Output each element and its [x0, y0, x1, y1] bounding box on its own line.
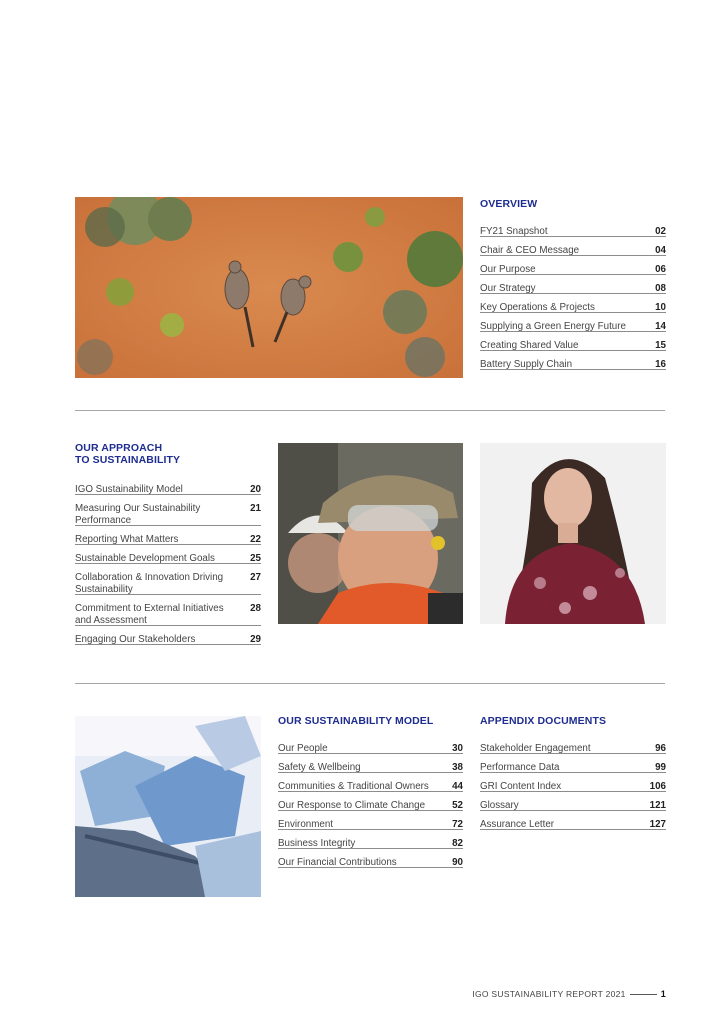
- toc-entry-title: Chair & CEO Message: [480, 245, 580, 256]
- toc-entry-title: GRI Content Index: [480, 781, 562, 792]
- appendix-heading: APPENDIX DOCUMENTS: [480, 715, 607, 727]
- page-footer: [472, 989, 666, 999]
- toc-entry[interactable]: [75, 534, 261, 545]
- toc-entry-page: 52: [452, 800, 463, 811]
- toc-entry-title: Commitment to External Initiatives and Assessment: [75, 603, 224, 626]
- toc-entry-page: 29: [250, 634, 261, 645]
- toc-entry-title: Assurance Letter: [480, 819, 555, 830]
- overview-toc: [480, 226, 666, 370]
- toc-entry[interactable]: [480, 743, 666, 754]
- model-heading: OUR SUSTAINABILITY MODEL: [278, 715, 434, 727]
- toc-entry-title: Supplying a Green Energy Future: [480, 321, 626, 332]
- appendix-toc: [480, 743, 666, 830]
- toc-entry-page: 21: [250, 503, 261, 514]
- toc-entry[interactable]: [480, 226, 666, 237]
- toc-entry-title: Safety & Wellbeing: [278, 762, 361, 773]
- toc-entry-title: Collaboration & Innovation Driving Sustainability: [75, 572, 224, 595]
- toc-entry[interactable]: [480, 340, 666, 351]
- toc-entry-title: Business Integrity: [278, 838, 356, 849]
- toc-entry-page: 96: [655, 743, 666, 754]
- approach-heading-line2: TO SUSTAINABILITY: [75, 454, 181, 466]
- toc-entry-page: 38: [452, 762, 463, 773]
- toc-entry-title: Creating Shared Value: [480, 340, 579, 351]
- toc-entry[interactable]: [480, 359, 666, 370]
- toc-entry[interactable]: [75, 603, 261, 626]
- toc-entry-page: 99: [655, 762, 666, 773]
- toc-entry[interactable]: [75, 572, 261, 595]
- toc-entry[interactable]: [278, 743, 463, 754]
- toc-entry-title: Our Purpose: [480, 264, 536, 275]
- toc-entry-page: 28: [250, 603, 261, 614]
- photo-desert-kangaroos: [75, 197, 463, 378]
- toc-entry-page: 06: [655, 264, 666, 275]
- toc-entry[interactable]: [75, 503, 261, 526]
- approach-heading-line1: OUR APPROACH: [75, 442, 163, 454]
- toc-entry-title: Performance Data: [480, 762, 560, 773]
- section-divider: [75, 410, 665, 411]
- page-number: 1: [660, 989, 666, 999]
- toc-entry[interactable]: [480, 321, 666, 332]
- toc-entry[interactable]: [480, 264, 666, 275]
- toc-entry-title: Stakeholder Engagement: [480, 743, 591, 754]
- toc-entry-page: 14: [655, 321, 666, 332]
- toc-entry-page: 127: [649, 819, 666, 830]
- toc-entry-page: 22: [250, 534, 261, 545]
- toc-entry-page: 30: [452, 743, 463, 754]
- approach-heading: [75, 442, 180, 466]
- toc-entry[interactable]: [75, 553, 261, 564]
- toc-entry-page: 08: [655, 283, 666, 294]
- toc-entry-page: 02: [655, 226, 666, 237]
- footer-report-title: IGO SUSTAINABILITY REPORT 2021: [472, 989, 626, 999]
- toc-entry-page: 16: [655, 359, 666, 370]
- toc-entry[interactable]: [278, 800, 463, 811]
- toc-entry[interactable]: [480, 283, 666, 294]
- toc-entry[interactable]: [278, 781, 463, 792]
- toc-entry-title: Our People: [278, 743, 328, 754]
- toc-entry-title: IGO Sustainability Model: [75, 484, 183, 495]
- section-divider-2: [75, 683, 665, 684]
- overview-heading: OVERVIEW: [480, 198, 538, 210]
- toc-entry[interactable]: [278, 838, 463, 849]
- toc-entry-page: 25: [250, 553, 261, 564]
- toc-entry-title: Our Response to Climate Change: [278, 800, 426, 811]
- photo-miner-hardhat: [278, 443, 463, 624]
- toc-entry-title: Battery Supply Chain: [480, 359, 573, 370]
- toc-entry-page: 106: [649, 781, 666, 792]
- toc-entry-title: Environment: [278, 819, 333, 830]
- toc-entry-page: 44: [452, 781, 463, 792]
- toc-entry-page: 20: [250, 484, 261, 495]
- toc-entry-title: Key Operations & Projects: [480, 302, 595, 313]
- toc-entry-page: 27: [250, 572, 261, 583]
- toc-entry[interactable]: [480, 762, 666, 773]
- photo-spodumene-ore: [75, 716, 261, 897]
- toc-entry-title: Glossary: [480, 800, 519, 811]
- toc-entry[interactable]: [278, 819, 463, 830]
- toc-entry[interactable]: [480, 781, 666, 792]
- toc-entry-page: 72: [452, 819, 463, 830]
- toc-entry-title: Reporting What Matters: [75, 534, 179, 545]
- toc-entry[interactable]: [480, 800, 666, 811]
- toc-entry-title: Our Financial Contributions: [278, 857, 397, 868]
- toc-entry[interactable]: [480, 245, 666, 256]
- toc-entry-title: FY21 Snapshot: [480, 226, 548, 237]
- toc-entry[interactable]: [480, 819, 666, 830]
- toc-entry-page: 121: [649, 800, 666, 811]
- toc-entry-title: Engaging Our Stakeholders: [75, 634, 196, 645]
- toc-entry[interactable]: [75, 484, 261, 495]
- toc-entry-title: Sustainable Development Goals: [75, 553, 215, 564]
- footer-rule: [630, 994, 657, 995]
- toc-entry-page: 90: [452, 857, 463, 868]
- toc-entry-title: Communities & Traditional Owners: [278, 781, 429, 792]
- toc-entry-title: Our Strategy: [480, 283, 536, 294]
- toc-entry[interactable]: [278, 857, 463, 868]
- toc-entry-page: 82: [452, 838, 463, 849]
- toc-entry[interactable]: [480, 302, 666, 313]
- toc-entry[interactable]: [75, 634, 261, 645]
- toc-entry-page: 04: [655, 245, 666, 256]
- toc-entry-title: Measuring Our Sustainability Performance: [75, 503, 201, 526]
- toc-entry-page: 15: [655, 340, 666, 351]
- toc-entry[interactable]: [278, 762, 463, 773]
- photo-smiling-woman: [480, 443, 666, 624]
- model-toc: [278, 743, 463, 868]
- toc-entry-page: 10: [655, 302, 666, 313]
- approach-toc: [75, 484, 261, 645]
